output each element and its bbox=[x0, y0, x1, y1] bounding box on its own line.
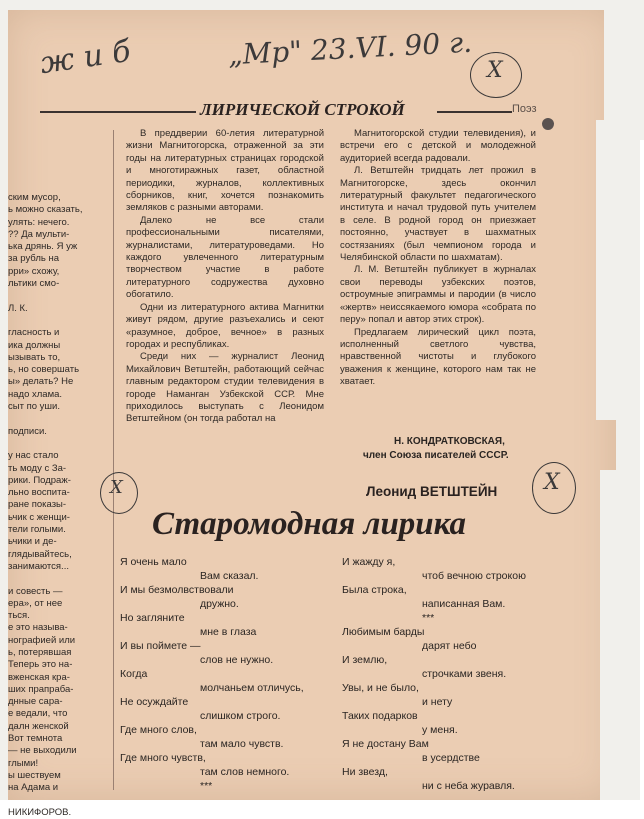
poem-line: И жажду я, bbox=[342, 556, 396, 568]
poem-line: И мы безмолвствовали bbox=[120, 584, 234, 596]
poem-title: Старомодная лирика bbox=[152, 506, 467, 542]
torn-edge bbox=[600, 470, 640, 800]
left-fragment-line: ика должны bbox=[8, 339, 61, 351]
torn-edge bbox=[0, 0, 8, 800]
handwritten-mark-top: X bbox=[487, 58, 503, 83]
poem-line: там мало чувств. bbox=[200, 738, 284, 750]
left-fragment-line: ским мусор, bbox=[8, 192, 61, 203]
left-fragment-line: ране показы- bbox=[8, 499, 67, 511]
poem-line: *** bbox=[200, 780, 213, 792]
left-fragment-line: льтики смо- bbox=[8, 278, 60, 290]
poem-line: Когда bbox=[120, 668, 148, 680]
left-fragment-line: ызывать то, bbox=[8, 351, 61, 363]
handwritten-left-note: ж и б bbox=[38, 33, 133, 82]
handwritten-header-note: „Мр" 23.VI. 90 г. bbox=[227, 25, 473, 72]
poem-line: ни с неба журавля. bbox=[422, 780, 515, 792]
left-fragment-line: занимаются... bbox=[8, 560, 69, 572]
left-fragment-line bbox=[8, 413, 100, 425]
left-fragment-line: далн женской bbox=[8, 720, 69, 732]
left-fragment-line: днные сара- bbox=[8, 696, 63, 708]
corner-text: Поэз bbox=[512, 103, 537, 115]
left-fragment-line bbox=[8, 573, 100, 585]
left-fragment-line: ы» делать? Не bbox=[8, 376, 74, 388]
poem-line: И землю, bbox=[342, 654, 388, 666]
left-fragment-line: за рубль на bbox=[8, 253, 59, 265]
poem-column-2 bbox=[342, 556, 532, 796]
handwritten-mark-right: X bbox=[544, 470, 560, 495]
left-fragment-line bbox=[8, 438, 100, 450]
article-paragraph: Магнитогорской студии телевидения), и встречи его с детской и молодежной аудиторией всегда радовали. bbox=[340, 128, 536, 164]
left-fragment-line: у нас стало bbox=[8, 450, 59, 462]
poem-line: Но загляните bbox=[120, 612, 185, 624]
left-fragment-line: улять: нечего. bbox=[8, 216, 70, 228]
left-fragment-line: и совесть — bbox=[8, 585, 63, 597]
signature-name: Н. КОНДРАТКОВСКАЯ, bbox=[394, 436, 505, 447]
article-paragraph: Л. М. Ветштейн публикует в журналах свои переводы узбекских поэтов, остроумные эпиграммы и пародии (в число «жертв» неиссякаемого юмора «собрата по перу» попал и автор этих строк). bbox=[340, 264, 536, 326]
article-column-2 bbox=[340, 128, 536, 389]
poem-line: в усердстве bbox=[422, 752, 480, 764]
poem-line: дарят небо bbox=[422, 640, 477, 652]
poem-line: строчками звеня. bbox=[422, 668, 507, 680]
poem-line: мне в глаза bbox=[200, 626, 257, 638]
left-fragment-line: Вот темнота bbox=[8, 733, 63, 745]
poem-line: написанная Вам. bbox=[422, 598, 506, 610]
left-fragment-line: ться. bbox=[8, 610, 30, 622]
left-fragment-line: е это называ- bbox=[8, 622, 68, 634]
poem-line: Где много чувств, bbox=[120, 752, 206, 764]
poem-line: Где много слов, bbox=[120, 724, 197, 736]
left-fragment-line: вженская кра- bbox=[8, 671, 70, 683]
poem-line: Я очень мало bbox=[120, 556, 187, 568]
left-fragment-line: ть моду с За- bbox=[8, 462, 67, 474]
left-fragment-line: рри» схожу, bbox=[8, 265, 60, 277]
signature-role: член Союза писателей СССР. bbox=[363, 450, 509, 461]
left-fragment-line: сыт по уши. bbox=[8, 401, 60, 413]
section-title: ЛИРИЧЕСКОЙ СТРОКОЙ bbox=[200, 100, 405, 119]
poem-author: Леонид ВЕТШТЕЙН bbox=[366, 484, 498, 499]
poem-line: Увы, и не было, bbox=[342, 682, 419, 694]
poem-line: *** bbox=[422, 612, 435, 624]
left-fragment-line: ь, но совершать bbox=[8, 364, 80, 376]
poem-line: Не осуждайте bbox=[120, 696, 189, 708]
left-fragment-line: подписи. bbox=[8, 425, 47, 437]
poem-line: у меня. bbox=[422, 724, 458, 736]
article-paragraph: Далеко не все стали профессиональными писателями, журналистами, литературоведами. Но каждого увлеченного литературным творчеством участие в работе литературного содружества духовно обогатило. bbox=[126, 214, 324, 301]
poem-line: Таких подарков bbox=[342, 710, 418, 722]
left-fragment-line: ы шествуем bbox=[8, 769, 61, 781]
poem-line: и нету bbox=[422, 696, 453, 708]
article-paragraph: Среди них — журналист Леонид Михайлович Ветштейн, работающий сейчас главным редактором студии телевидения в городе Наманган Узбекской ССР. Мне приходилось выступать с Леонидом Ветштейном (он тогда работал на bbox=[126, 351, 324, 425]
poem-line: Любимым барды bbox=[342, 626, 425, 638]
left-fragment-line: ь можно сказать, bbox=[8, 204, 83, 216]
left-fragment-line: глядывайтесь, bbox=[8, 548, 72, 560]
left-fragment-line: ька дрянь. Я уж bbox=[8, 241, 78, 253]
left-fragment-line bbox=[8, 315, 100, 327]
poem-line: чтоб вечною строкою bbox=[422, 570, 526, 582]
poem-line: Ни звезд, bbox=[342, 766, 388, 778]
left-fragment-line: гласность и bbox=[8, 327, 60, 339]
left-fragment-line bbox=[8, 290, 100, 302]
left-fragment-line: НИКИФОРОВ. bbox=[8, 806, 72, 818]
poem-line: Я не достану Вам bbox=[342, 738, 429, 750]
article-paragraph: Предлагаем лирический цикл поэта, исполненный светлого чувства, нравственной чистоты и глубокого уважения к женщине, которого нам так не хватает. bbox=[340, 326, 536, 388]
left-fragment-line bbox=[8, 795, 100, 807]
left-fragment-line: ьчики и де- bbox=[8, 536, 57, 548]
left-fragment-line: тели голыми. bbox=[8, 524, 66, 536]
header-rule-right bbox=[437, 111, 512, 113]
article-paragraph: Одни из литературного актива Магнитки живут рядом, другие разъехались и сеют «разумное, доброе, вечное» в разных городах и республиках. bbox=[126, 301, 324, 350]
left-fragment-line: ера», от нее bbox=[8, 597, 63, 609]
torn-edge bbox=[0, 0, 640, 10]
left-fragment-line: ьчик с женщи- bbox=[8, 511, 70, 523]
left-fragment-line: глыми! bbox=[8, 757, 39, 769]
left-fragment-line: ших прапраба- bbox=[8, 683, 74, 695]
left-fragment-line: ь, потерявшая bbox=[8, 646, 72, 658]
article-column-1 bbox=[126, 128, 324, 426]
left-fragment-line: на Адама и bbox=[8, 782, 59, 794]
stamp-mark bbox=[542, 118, 554, 130]
poem-line: молчаньем отличусь, bbox=[200, 682, 304, 694]
article-paragraph: Л. Ветштейн тридцать лет прожил в Магнитогорске, здесь окончил литературный факультет педагогического института и начал трудовой путь учителем в селе. В родной город он приезжает постоянно, участвует в шахматных состязаниях (был чемпионом города и Челябинской области по шахматам). bbox=[340, 165, 536, 264]
left-fragment-line: ?? Да мульти- bbox=[8, 228, 70, 240]
handwritten-mark-left: X bbox=[110, 477, 123, 498]
left-fragment-line: рики. Подраж- bbox=[8, 474, 71, 486]
torn-edge bbox=[604, 0, 644, 140]
header-rule-left bbox=[40, 111, 196, 113]
article-paragraph: В преддверии 60-летия литературной жизни Магнитогорска, отраженной за эти годы на литературных страницах городской и многотиражных газет, областной периодики, журналов, коллективных сборников, книг, хочется познакомить земляков с разными авторами. bbox=[126, 128, 324, 214]
left-fragment-line: надо хлама. bbox=[8, 388, 63, 400]
poem-line: Была строка, bbox=[342, 584, 407, 596]
poem-line: слов не нужно. bbox=[200, 654, 274, 666]
left-fragment-line: Теперь это на- bbox=[8, 659, 73, 671]
poem-line: дружно. bbox=[200, 598, 239, 610]
left-fragment-line: е ведали, что bbox=[8, 708, 68, 720]
column-divider bbox=[113, 130, 114, 790]
left-fragment-line: Л. К. bbox=[8, 302, 28, 314]
poem-line: там слов немного. bbox=[200, 766, 290, 778]
poem-line: Вам сказал. bbox=[200, 570, 259, 582]
poem-column-1 bbox=[120, 556, 330, 796]
left-column-fragment bbox=[8, 192, 100, 818]
poem-line: слишком строго. bbox=[200, 710, 281, 722]
torn-edge bbox=[596, 120, 626, 420]
left-fragment-line: — не выходили bbox=[8, 745, 77, 757]
poem-line: И вы поймете — bbox=[120, 640, 201, 652]
left-fragment-line: нографией или bbox=[8, 634, 76, 646]
left-fragment-line: льно воспита- bbox=[8, 487, 70, 499]
